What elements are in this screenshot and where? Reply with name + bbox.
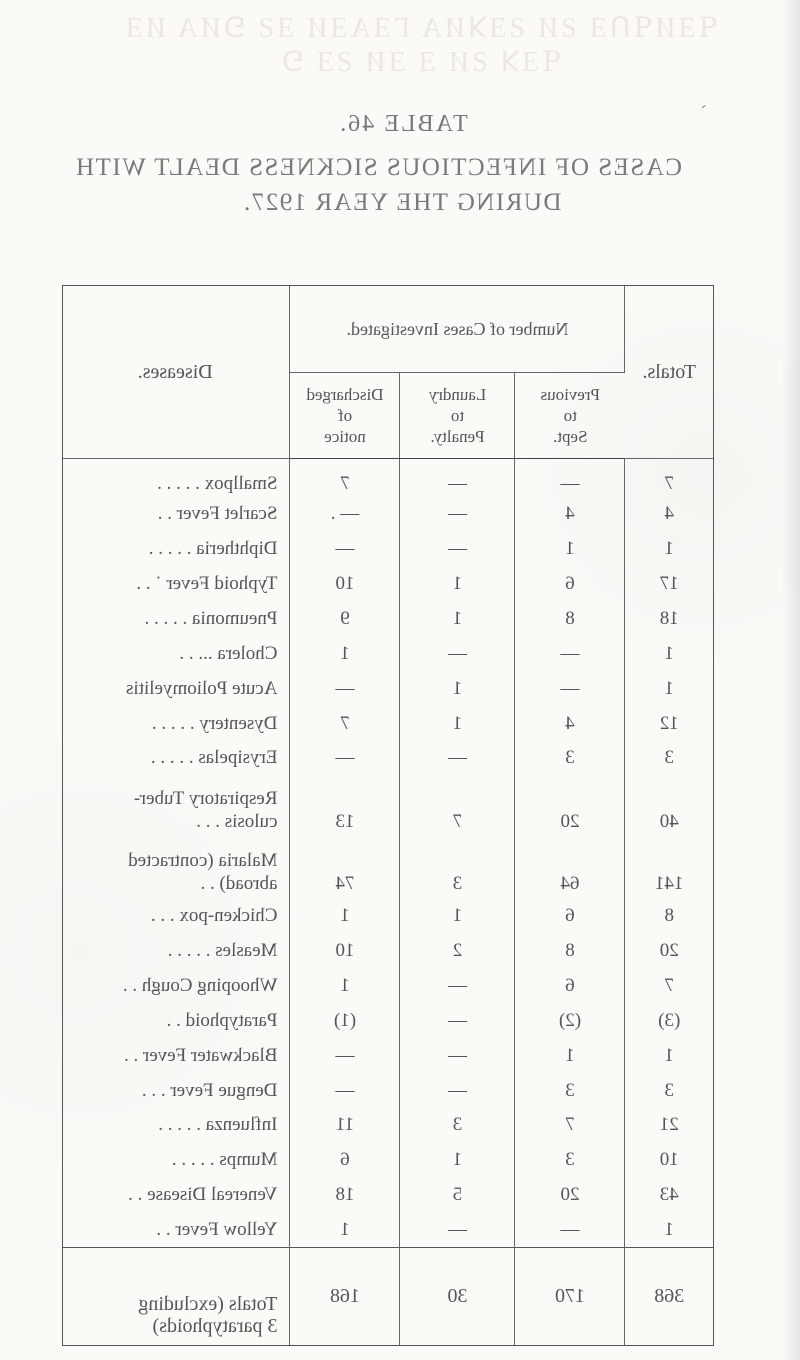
totals-column-heading: Totals. — [625, 286, 713, 458]
discharged-of-notice-cell: 7 — [290, 706, 400, 741]
previous-to-sept-cell: 4 — [515, 497, 625, 532]
previous-to-sept-cell: — — [515, 671, 625, 706]
total-cell: 3 — [664, 1079, 674, 1101]
table-row — [62, 1073, 713, 1108]
discharged-of-notice-cell: 6 — [290, 1143, 400, 1178]
table-row — [62, 899, 713, 934]
previous-to-sept-cell: 7 — [515, 1108, 625, 1143]
table-row — [62, 532, 713, 567]
small-print-mark — [702, 105, 706, 109]
table-row — [62, 458, 713, 497]
disease-name-cell: Influenza . . . . . — [62, 1108, 290, 1143]
laundry-to-penalty-cell: 7 — [400, 776, 515, 837]
disease-name-cell: Dysentery . . . . . — [62, 706, 290, 741]
table-body — [62, 458, 713, 1345]
table-row — [62, 933, 713, 968]
disease-name-cell: Malaria (contracted abroad) . . — [62, 837, 290, 898]
discharged-of-notice-cell: 1 — [290, 968, 400, 1003]
laundry-to-penalty-cell: — — [400, 1003, 515, 1038]
total-cell: 3 — [664, 747, 674, 769]
document-title-line-1: CASES OF INFECTIOUS SICKNESS DEALT WITH — [74, 154, 682, 181]
previous-to-sept-cell: 6 — [515, 899, 625, 934]
discharged-of-notice-cell: 1 — [290, 899, 400, 934]
previous-to-sept-cell: 3 — [515, 1073, 625, 1108]
total-cell: 17 — [659, 572, 679, 594]
table-row — [62, 1213, 713, 1248]
disease-name-cell: Cholera ... . . — [62, 636, 290, 671]
previous-to-sept-cell: — — [515, 1213, 625, 1248]
discharged-of-notice-cell: 18 — [290, 1178, 400, 1213]
table-row — [62, 1108, 713, 1143]
grand-total-cell: 368 — [625, 1248, 713, 1345]
previous-to-sept-cell: 8 — [515, 601, 625, 636]
previous-to-sept-cell: 20 — [515, 1178, 625, 1213]
previous-to-sept-cell: 20 — [515, 776, 625, 837]
previous-to-sept-cell: — — [515, 458, 625, 497]
laundry-to-penalty-cell: 1 — [400, 1143, 515, 1178]
previous-to-sept-cell: 3 — [515, 1143, 625, 1178]
discharged-of-notice-cell: 74 — [290, 837, 400, 898]
discharged-of-notice-cell: 1 — [290, 636, 400, 671]
discharged-of-notice-cell: 7 — [290, 458, 400, 497]
laundry-to-penalty-cell: 1 — [400, 899, 515, 934]
totals-label-cell: Totals (excluding 3 paratyphoids) — [62, 1248, 290, 1345]
previous-to-sept-cell: (2) — [515, 1003, 625, 1038]
total-cell: 4 — [664, 503, 674, 525]
disease-name-cell: Pneumonia . . . . . — [62, 601, 290, 636]
table-row — [62, 636, 713, 671]
discharged-of-notice-cell: 9 — [290, 601, 400, 636]
laundry-to-penalty-cell: 1 — [400, 671, 515, 706]
table-row — [62, 1003, 713, 1038]
previous-to-sept-cell: 6 — [515, 968, 625, 1003]
disease-name-cell: Diphtheria . . . . . — [62, 532, 290, 567]
total-cell: 1 — [664, 537, 674, 559]
disease-name-cell: Yellow Fever . . — [62, 1213, 290, 1248]
table-totals-row — [62, 1248, 713, 1345]
total-cell: 40 — [659, 811, 679, 833]
total-cell: 7 — [664, 974, 674, 996]
table-row — [62, 1178, 713, 1213]
table-row — [62, 1038, 713, 1073]
table-row — [62, 837, 713, 898]
laundry-to-penalty-cell: 5 — [400, 1178, 515, 1213]
laundry-to-penalty-cell: — — [400, 458, 515, 497]
discharged-of-notice-cell: 11 — [290, 1108, 400, 1143]
disease-name-cell: Mumps . . . . . — [62, 1143, 290, 1178]
table-row — [62, 776, 713, 837]
disease-name-cell: Scarlet Fever . . — [62, 497, 290, 532]
table-row — [62, 601, 713, 636]
laundry-to-penalty-total-cell: 30 — [400, 1248, 515, 1345]
total-cell: 10 — [659, 1149, 679, 1171]
total-cell: 1 — [664, 1044, 674, 1066]
infectious-sickness-table — [62, 285, 714, 1346]
disease-name-cell: Venereal Disease . . — [62, 1178, 290, 1213]
table-row — [62, 671, 713, 706]
bleed-through-line-1: ꟼƎИꟼᑎƎ ƧИ ƧƎꓘИA ΓƎAƎИ ƎƧ ꓨИA ИƎ — [122, 13, 718, 44]
total-cell: 8 — [664, 905, 674, 926]
discharged-of-notice-cell: 10 — [290, 566, 400, 601]
laundry-to-penalty-cell: — — [400, 497, 515, 532]
previous-to-sept-cell: 1 — [515, 1038, 625, 1073]
previous-to-sept-cell: 6 — [515, 566, 625, 601]
laundry-to-penalty-cell: — — [400, 741, 515, 776]
laundry-to-penalty-cell: — — [400, 968, 515, 1003]
discharged-of-notice-cell: — — [290, 741, 400, 776]
total-cell: 21 — [659, 1114, 679, 1136]
total-cell: 12 — [659, 712, 679, 734]
table-row — [62, 566, 713, 601]
table-header-group-row — [62, 286, 713, 372]
laundry-to-penalty-cell: 1 — [400, 601, 515, 636]
disease-name-cell: Erysipelas . . . . . — [62, 741, 290, 776]
discharged-of-notice-cell: — — [290, 671, 400, 706]
table-row — [62, 706, 713, 741]
previous-to-sept-cell: — — [515, 636, 625, 671]
table-row — [62, 497, 713, 532]
laundry-to-penalty-cell: 3 — [400, 837, 515, 898]
discharged-of-notice-cell: — — [290, 1073, 400, 1108]
discharged-of-notice-cell: 13 — [290, 776, 400, 837]
page-edge-shadow — [782, 0, 800, 1360]
previous-to-sept-cell: 1 — [515, 532, 625, 567]
disease-name-cell: Respiratory Tuber- culosis . . . — [62, 776, 290, 837]
laundry-to-penalty-cell: — — [400, 636, 515, 671]
total-cell: 7 — [664, 472, 674, 494]
total-cell: 43 — [659, 1184, 679, 1206]
previous-to-sept-heading: Previous to Sept. — [515, 372, 625, 458]
disease-name-cell: Acute Poliomyelitis — [62, 671, 290, 706]
disease-name-cell: Typhoid Fever ˙ . . — [62, 566, 290, 601]
previous-to-sept-total-cell: 170 — [515, 1248, 625, 1345]
laundry-to-penalty-cell: — — [400, 1073, 515, 1108]
discharged-of-notice-total-cell: 168 — [290, 1248, 400, 1345]
total-cell: 20 — [659, 939, 679, 961]
laundry-to-penalty-cell: 2 — [400, 933, 515, 968]
discharged-of-notice-cell: 10 — [290, 933, 400, 968]
disease-name-cell: Paratyphoid . . — [62, 1003, 290, 1038]
total-cell: 1 — [664, 642, 674, 664]
total-cell: (3) — [658, 1009, 681, 1031]
laundry-to-penalty-cell: — — [400, 532, 515, 567]
discharged-of-notice-cell: (1) — [290, 1003, 400, 1038]
bleed-through-line-2: ꟼƎꓘ ƧИ Ǝ ƎИ ƧƎ ꓨ — [279, 47, 561, 78]
laundry-to-penalty-cell: — — [400, 1038, 515, 1073]
discharged-of-notice-cell: — . — [290, 497, 400, 532]
previous-to-sept-cell: 8 — [515, 933, 625, 968]
table-row — [62, 741, 713, 776]
disease-name-cell: Chicken-pox . . . — [62, 899, 290, 934]
table-caption: TABLE 46. — [338, 111, 468, 137]
previous-to-sept-cell: 64 — [515, 837, 625, 898]
laundry-to-penalty-heading: Laundry to Penalty. — [400, 372, 515, 458]
laundry-to-penalty-cell: 1 — [400, 706, 515, 741]
previous-to-sept-cell: 4 — [515, 706, 625, 741]
total-cell: 141 — [655, 872, 684, 894]
discharged-of-notice-cell: 1 — [290, 1213, 400, 1248]
laundry-to-penalty-cell: 1 — [400, 566, 515, 601]
discharged-of-notice-cell: — — [290, 532, 400, 567]
disease-name-cell: Blackwater Fever . . — [62, 1038, 290, 1073]
laundry-to-penalty-cell: — — [400, 1213, 515, 1248]
total-cell: 18 — [659, 607, 679, 629]
discharged-of-notice-heading: Discharged of notice — [290, 372, 400, 458]
diseases-column-heading: Diseases. — [62, 286, 290, 458]
total-cell: 1 — [664, 1218, 674, 1240]
table-row — [62, 1143, 713, 1178]
cases-investigated-heading: Number of Cases Investigated. — [290, 286, 625, 372]
disease-name-cell: Measles . . . . . — [62, 933, 290, 968]
disease-name-cell: Dengue Fever . . . — [62, 1073, 290, 1108]
discharged-of-notice-cell: — — [290, 1038, 400, 1073]
disease-name-cell: Smallpox . . . . . — [62, 458, 290, 497]
laundry-to-penalty-cell: 3 — [400, 1108, 515, 1143]
previous-to-sept-cell: 3 — [515, 741, 625, 776]
total-cell: 1 — [664, 677, 674, 699]
table-row — [62, 968, 713, 1003]
disease-name-cell: Whooping Cough . . — [62, 968, 290, 1003]
data-table — [62, 286, 713, 1345]
document-title-line-2: DURING THE YEAR 1927. — [242, 189, 562, 216]
